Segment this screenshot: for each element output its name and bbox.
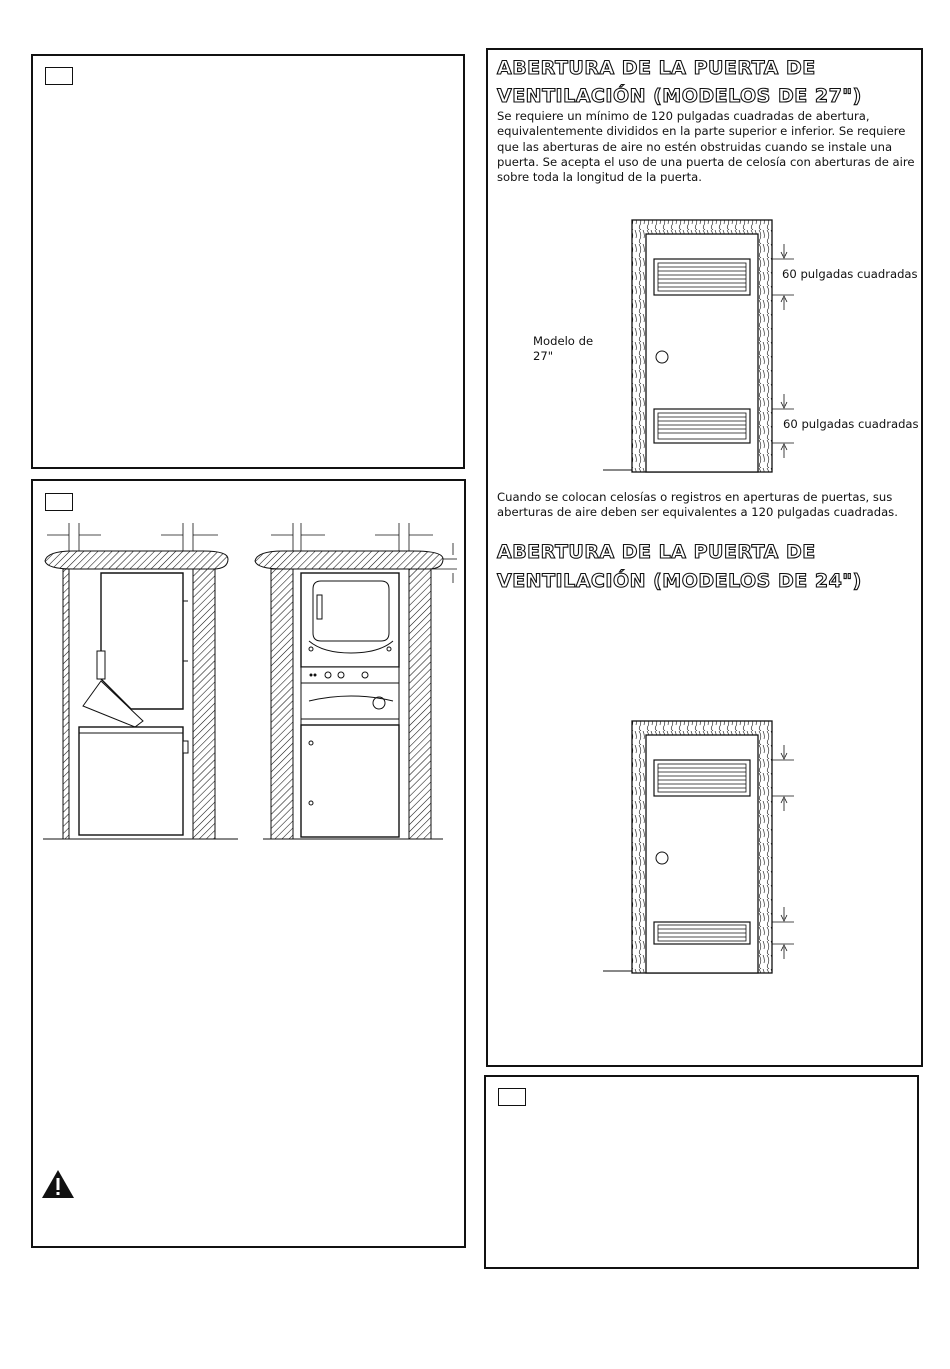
vent-opening-panel (486, 48, 923, 1067)
step-number-box (45, 67, 73, 85)
step-number-box (45, 493, 73, 511)
vent-27-description: Se requiere un mínimo de 120 pulgadas cuadradas de abertura, equivalentemente divididos en la parte superior e inferior. Se requiere que las aberturas de aire no estén obstruidas cuando se instale una puerta. Se acepta el uso de una puerta de celosía con aberturas de aire sobre toda la longitud de la puerta. (497, 109, 915, 185)
door-27-diagram (598, 216, 898, 476)
side-view-clearance-diagram (43, 521, 243, 841)
vent-27-title-line1: ABERTURA DE LA PUERTA DE (497, 57, 816, 79)
model-label-line1: Modelo de (533, 334, 594, 348)
vent-note: Cuando se colocan celosías o registros en aperturas de puertas, sus aberturas de aire deben ser equivalentes a 120 pulgadas cuadradas. (497, 490, 898, 520)
vent-24-title-line1: ABERTURA DE LA PUERTA DE (497, 541, 816, 563)
top-left-panel (31, 54, 465, 469)
front-view-clearance-diagram (253, 521, 463, 841)
clearance-panel (31, 479, 466, 1248)
warning-triangle-icon (41, 1169, 75, 1199)
door-24-diagram (598, 717, 898, 977)
vent-27-top-label: 60 pulgadas cuadradas (782, 267, 918, 281)
vent-27-title-line2: VENTILACIÓN (MODELOS DE 27") (497, 85, 862, 107)
vent-24-title-line2: VENTILACIÓN (MODELOS DE 24") (497, 570, 862, 592)
vent-27-bottom-label: 60 pulgadas cuadradas (783, 417, 919, 431)
bottom-right-panel (484, 1075, 919, 1269)
model-label-line2: 27" (533, 349, 554, 363)
step-number-box (498, 1088, 526, 1106)
